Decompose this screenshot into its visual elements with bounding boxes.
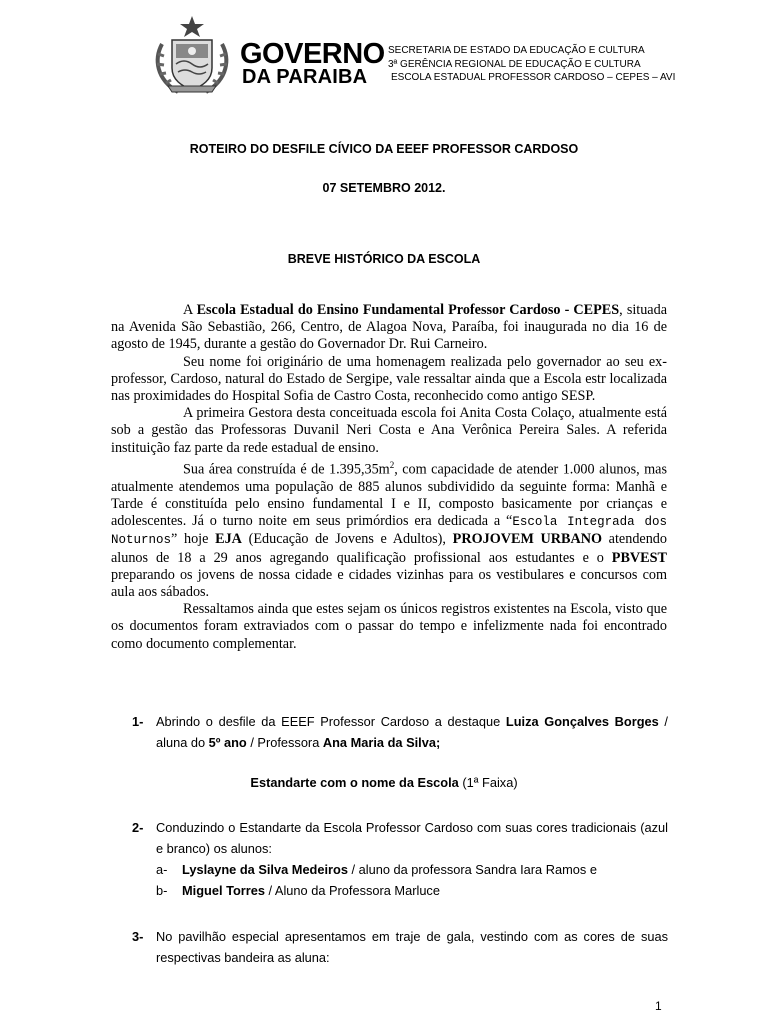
grade: 5º ano (208, 735, 247, 750)
text-run: , situada na Avenida São Sebastião, 266, Centro, de Alagoa Nova, Paraíba, foi inaugurada no dia 16 de agosto de 1945, durante a gestão do Governador Dr. Rui Carneiro. (111, 302, 667, 353)
list-number: 3- (132, 929, 144, 944)
list-item-2 (132, 817, 668, 901)
sub-item-a (156, 859, 668, 880)
list-text: No pavilhão especial apresentamos em traje de gala, vestindo com as cores de suas respectivas bandeira as aluna: (156, 929, 668, 965)
teacher-name: Ana Maria da Silva; (322, 735, 441, 750)
institution-header (388, 44, 675, 85)
sub-item-b (156, 880, 668, 901)
sub-letter: a- (156, 862, 168, 877)
estandarte-heading (0, 775, 768, 790)
text-run: / aluna do (156, 714, 668, 750)
logo-line-1: GOVERNO (240, 38, 385, 70)
text-run: , com capacidade de atender 1.000 alunos, mas atualmente atendemos uma população de 885 alunos subdividido da seguinte forma: Manhã e Tarde é constituída pelo ensino fundamental I e II, composto basicamente por crianças e adolescentes. Já o turno noite em seus primórdios era dedicada a “ (111, 461, 667, 530)
text-run: / Professora (246, 735, 323, 750)
document-date: 07 SETEMBRO 2012. (322, 181, 446, 195)
pbvest-label: PBVEST (611, 549, 667, 566)
highlight-student: Luiza Gonçalves Borges (505, 714, 659, 729)
section-title: BREVE HISTÓRICO DA ESCOLA (287, 252, 481, 266)
estandarte-note: (1ª Faixa) (458, 775, 518, 790)
document-title: ROTEIRO DO DESFILE CÍVICO DA EEEF PROFESSOR CARDOSO (189, 142, 579, 156)
sub-letter: b- (156, 883, 168, 898)
eja-label: EJA (215, 531, 242, 548)
paragraph-2: Seu nome foi originário de uma homenagem realizada pelo governador ao seu ex-professor, Cardoso, natural do Estado de Sergipe, vale ressaltar ainda que a Escola estr localizada nas proximidades do Hospital Sofia de Castro Costa, reconhecido como antigo SESP. (111, 353, 667, 405)
text-run: A (183, 302, 197, 318)
logo-line-2: DA PARAIBA (242, 66, 368, 88)
program-name: Escola Integrada dos Noturnos (111, 515, 667, 548)
paragraph-5: Ressaltamos ainda que estes sejam os únicos registros existentes na Escola, visto que os documentos foram extraviados com o passar do tempo e infelizmente nada foi encontrado como documento complementar. (111, 601, 667, 652)
text-run: (Educação de Jovens e Adultos), (241, 531, 453, 548)
institution-line-3: ESCOLA ESTADUAL PROFESSOR CARDOSO – CEPES – AVI (391, 72, 676, 83)
student-name: Lyslayne da Silva Medeiros (182, 862, 348, 877)
superscript: 2 (389, 459, 395, 470)
history-text (111, 302, 667, 653)
text-run: preparando os jovens de nossa cidade e cidades vizinhas para os vestibulares e concursos com aula aos sábados. (111, 566, 667, 600)
school-name: Escola Estadual do Ensino Fundamental Professor Cardoso - CEPES (196, 302, 620, 318)
text-run: / aluno da professora Sandra Iara Ramos e (347, 862, 597, 877)
paraiba-coat-of-arms-icon (148, 14, 236, 96)
list-text: Conduzindo o Estandarte da Escola Professor Cardoso com suas cores tradicionais (azul e branco) os alunos: (156, 820, 668, 856)
text-run: atendendo alunos de 18 a 29 anos agregando qualificação profissional aos estudantes e o (111, 531, 667, 566)
paragraph-3: A primeira Gestora desta conceituada escola foi Anita Costa Colaço, atualmente está sob a gestão das Professoras Duvanil Neri Costa e Ana Verônica Pereira Sales. A referida instituição faz parte da rede estadual de ensino. (111, 405, 667, 456)
text-run: Abrindo o desfile da EEEF Professor Cardoso a destaque (156, 714, 506, 729)
institution-line-2: 3ª GERÊNCIA REGIONAL DE EDUCAÇÃO E CULTURA (388, 58, 641, 70)
text-run: ” hoje (171, 531, 216, 548)
list-number: 1- (132, 714, 144, 729)
paragraph-1 (111, 302, 667, 354)
list-number: 2- (132, 820, 144, 835)
institution-line-1: SECRETARIA DE ESTADO DA EDUCAÇÃO E CULTURA (388, 45, 645, 56)
logo (240, 40, 385, 87)
estandarte-title: Estandarte com o nome da Escola (250, 775, 459, 790)
page-number: 1 (655, 999, 662, 1013)
list-item-1 (132, 711, 668, 753)
list-item-3 (132, 926, 668, 968)
text-run: Sua área construída é de 1.395,35m (183, 461, 390, 478)
text-run: / Aluno da Professora Marluce (264, 883, 440, 898)
student-name: Miguel Torres (182, 883, 265, 898)
projovem-label: PROJOVEM URBANO (452, 531, 602, 548)
paragraph-4 (111, 457, 667, 601)
